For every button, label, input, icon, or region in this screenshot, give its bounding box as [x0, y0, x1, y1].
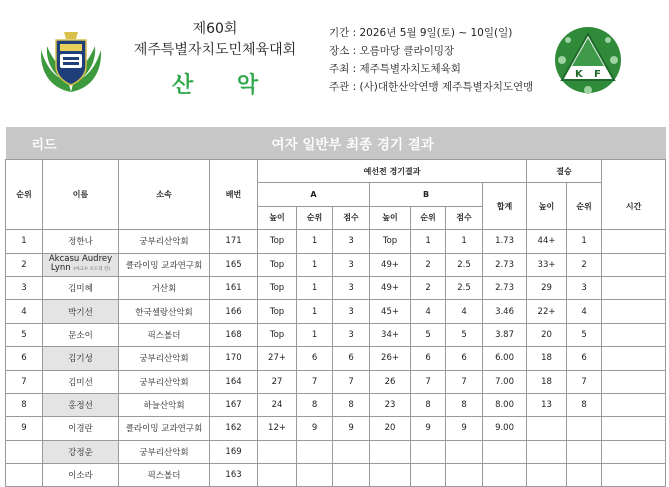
info-period: 기간 : 2026년 5월 9일(토) ~ 10일(일) [329, 27, 513, 39]
final-height-cell: 44+ [527, 230, 567, 253]
rank-cell: 6 [6, 347, 43, 370]
name-cell: 김기성 [43, 347, 119, 370]
name-cell: 이경란 [43, 417, 119, 440]
rank-cell: 4 [6, 300, 43, 323]
b-score-cell: 6 [446, 347, 483, 370]
col-a-score: 점수 [333, 206, 370, 229]
bib-cell: 171 [210, 230, 258, 253]
final-height-cell [527, 440, 567, 463]
a-height-cell: Top [258, 276, 297, 299]
info-organizer: 주관 : (사)대한산악연맹 제주특별자치도연맹 [329, 81, 534, 93]
b-rank-cell: 1 [411, 230, 446, 253]
b-rank-cell: 6 [411, 347, 446, 370]
final-height-cell: 18 [527, 370, 567, 393]
bib-cell: 168 [210, 323, 258, 346]
b-score-cell [446, 464, 483, 487]
name-cell: 문소이 [43, 323, 119, 346]
final-time-cell [602, 276, 666, 299]
final-height-cell [527, 417, 567, 440]
a-height-cell: 27+ [258, 347, 297, 370]
bib-cell: 162 [210, 417, 258, 440]
col-final: 결승 [527, 160, 602, 183]
table-row [6, 300, 666, 323]
col-b-score: 점수 [446, 206, 483, 229]
bib-cell: 167 [210, 393, 258, 416]
a-rank-cell [297, 464, 333, 487]
a-score-cell: 9 [333, 417, 370, 440]
b-height-cell: 26+ [370, 347, 411, 370]
final-height-cell: 18 [527, 347, 567, 370]
club-cell: 궁부리산악회 [119, 347, 210, 370]
name-cell: 박기선 [43, 300, 119, 323]
a-score-cell: 3 [333, 300, 370, 323]
final-time-cell [602, 347, 666, 370]
federation-emblem-icon [552, 24, 624, 96]
a-height-cell: 12+ [258, 417, 297, 440]
rank-cell: 8 [6, 393, 43, 416]
event-sport: 산 악 [171, 73, 277, 98]
name-cell: 김미혜 [43, 276, 119, 299]
event-title-block [115, 20, 315, 99]
b-rank-cell: 2 [411, 253, 446, 276]
b-rank-cell: 7 [411, 370, 446, 393]
a-score-cell: 6 [333, 347, 370, 370]
info-host: 주최 : 제주특별자치도체육회 [329, 63, 461, 75]
total-cell: 9.00 [483, 417, 527, 440]
col-total: 합계 [483, 183, 527, 230]
rank-cell: 9 [6, 417, 43, 440]
event-number: 제60회 [192, 21, 238, 37]
a-score-cell: 3 [333, 276, 370, 299]
a-score-cell [333, 440, 370, 463]
rank-cell: 2 [6, 253, 43, 276]
b-height-cell: 49+ [370, 253, 411, 276]
association-emblem-icon [36, 22, 106, 94]
col-a-rank: 순위 [297, 206, 333, 229]
b-height-cell [370, 464, 411, 487]
rank-cell: 3 [6, 276, 43, 299]
svg-text:F: F [594, 69, 601, 80]
final-rank-cell: 1 [567, 230, 602, 253]
col-b-height: 높이 [370, 206, 411, 229]
final-time-cell [602, 393, 666, 416]
b-rank-cell: 5 [411, 323, 446, 346]
a-rank-cell: 7 [297, 370, 333, 393]
col-final-rank: 순위 [567, 183, 602, 230]
final-rank-cell: 2 [567, 253, 602, 276]
total-cell: 3.46 [483, 300, 527, 323]
col-name: 이름 [43, 160, 119, 230]
b-height-cell: 26 [370, 370, 411, 393]
final-height-cell: 33+ [527, 253, 567, 276]
a-height-cell: 27 [258, 370, 297, 393]
club-cell: 픽스볼더 [119, 464, 210, 487]
results-body [6, 230, 666, 487]
a-score-cell: 3 [333, 230, 370, 253]
rank-cell [6, 440, 43, 463]
event-info [329, 24, 549, 96]
col-final-height: 높이 [527, 183, 567, 230]
a-score-cell [333, 464, 370, 487]
final-rank-cell [567, 417, 602, 440]
club-cell: 클라이밍 교과연구회 [119, 417, 210, 440]
club-cell: 픽스볼더 [119, 323, 210, 346]
b-score-cell [446, 440, 483, 463]
b-score-cell: 9 [446, 417, 483, 440]
a-rank-cell: 6 [297, 347, 333, 370]
total-cell: 2.73 [483, 253, 527, 276]
a-height-cell: Top [258, 253, 297, 276]
final-time-cell [602, 464, 666, 487]
rank-cell [6, 464, 43, 487]
name-cell: 이소라 [43, 464, 119, 487]
bib-cell: 161 [210, 276, 258, 299]
b-height-cell: 49+ [370, 276, 411, 299]
total-cell: 6.00 [483, 347, 527, 370]
col-b-rank: 순위 [411, 206, 446, 229]
b-rank-cell: 4 [411, 300, 446, 323]
b-score-cell: 5 [446, 323, 483, 346]
a-height-cell [258, 440, 297, 463]
bib-cell: 165 [210, 253, 258, 276]
table-row [6, 440, 666, 463]
club-cell: 궁부리산악회 [119, 230, 210, 253]
bib-cell: 170 [210, 347, 258, 370]
b-score-cell: 2.5 [446, 276, 483, 299]
club-cell: 한국셀랑산악회 [119, 300, 210, 323]
a-height-cell: 24 [258, 393, 297, 416]
col-bib: 배번 [210, 160, 258, 230]
b-height-cell: Top [370, 230, 411, 253]
b-height-cell: 23 [370, 393, 411, 416]
final-rank-cell: 6 [567, 347, 602, 370]
name-cell: 홍정선 [43, 393, 119, 416]
b-rank-cell: 8 [411, 393, 446, 416]
final-time-cell [602, 253, 666, 276]
bib-cell: 169 [210, 440, 258, 463]
table-row [6, 323, 666, 346]
a-rank-cell [297, 440, 333, 463]
info-venue: 장소 : 오름마당 클라이밍장 [329, 45, 455, 57]
col-club: 소속 [119, 160, 210, 230]
b-height-cell [370, 440, 411, 463]
b-score-cell: 2.5 [446, 253, 483, 276]
a-rank-cell: 1 [297, 276, 333, 299]
col-qualification: 예선전 경기결과 [258, 160, 527, 183]
results-banner [6, 127, 666, 160]
name-cell: 강정운 [43, 440, 119, 463]
rank-cell: 1 [6, 230, 43, 253]
final-time-cell [602, 230, 666, 253]
bib-cell: 163 [210, 464, 258, 487]
b-rank-cell [411, 440, 446, 463]
final-rank-cell: 4 [567, 300, 602, 323]
a-rank-cell: 1 [297, 253, 333, 276]
final-time-cell [602, 417, 666, 440]
col-final-time: 시간 [602, 183, 666, 230]
a-height-cell: Top [258, 300, 297, 323]
final-height-cell: 20 [527, 323, 567, 346]
table-row [6, 276, 666, 299]
a-rank-cell: 1 [297, 323, 333, 346]
document-header [0, 0, 669, 118]
club-cell: 클라이밍 교과연구회 [119, 253, 210, 276]
name-cell: 정한나 [43, 230, 119, 253]
col-rank: 순위 [6, 160, 43, 230]
b-height-cell: 34+ [370, 323, 411, 346]
b-score-cell: 8 [446, 393, 483, 416]
table-row [6, 417, 666, 440]
final-rank-cell [567, 464, 602, 487]
bib-cell: 166 [210, 300, 258, 323]
final-time-cell [602, 300, 666, 323]
col-a-height: 높이 [258, 206, 297, 229]
total-cell [483, 440, 527, 463]
b-rank-cell: 9 [411, 417, 446, 440]
club-cell: 궁부리산악회 [119, 440, 210, 463]
results-table [5, 127, 666, 487]
final-height-cell: 22+ [527, 300, 567, 323]
table-row [6, 230, 666, 253]
a-score-cell: 7 [333, 370, 370, 393]
final-rank-cell: 7 [567, 370, 602, 393]
b-score-cell: 7 [446, 370, 483, 393]
final-height-cell [527, 464, 567, 487]
b-score-cell: 1 [446, 230, 483, 253]
club-cell: 궁부리산악회 [119, 370, 210, 393]
a-rank-cell: 9 [297, 417, 333, 440]
total-cell [483, 464, 527, 487]
discipline-label: 리드 [6, 127, 210, 160]
final-rank-cell: 3 [567, 276, 602, 299]
final-time-cell [602, 370, 666, 393]
name-cell: 김미선 [43, 370, 119, 393]
club-cell: 하늘산악회 [119, 393, 210, 416]
rank-cell: 7 [6, 370, 43, 393]
a-height-cell: Top [258, 323, 297, 346]
b-rank-cell [411, 464, 446, 487]
final-rank-cell: 5 [567, 323, 602, 346]
event-name: 제주특별자치도민체육대회 [133, 42, 297, 58]
final-height-cell: 13 [527, 393, 567, 416]
table-row [6, 253, 666, 276]
col-route-b: B [370, 183, 483, 206]
total-cell: 1.73 [483, 230, 527, 253]
table-row [6, 393, 666, 416]
a-height-cell [258, 464, 297, 487]
final-rank-cell [567, 440, 602, 463]
table-row [6, 370, 666, 393]
total-cell: 8.00 [483, 393, 527, 416]
total-cell: 2.73 [483, 276, 527, 299]
a-score-cell: 3 [333, 253, 370, 276]
table-row [6, 464, 666, 487]
a-rank-cell: 8 [297, 393, 333, 416]
a-rank-cell: 1 [297, 230, 333, 253]
b-height-cell: 45+ [370, 300, 411, 323]
final-height-cell: 29 [527, 276, 567, 299]
results-title: 여자 일반부 최종 경기 결과 [210, 127, 666, 160]
svg-text:K: K [575, 69, 583, 80]
total-cell: 3.87 [483, 323, 527, 346]
rank-cell: 5 [6, 323, 43, 346]
bib-cell: 164 [210, 370, 258, 393]
b-height-cell: 20 [370, 417, 411, 440]
a-height-cell: Top [258, 230, 297, 253]
final-time-cell [602, 440, 666, 463]
club-cell: 거산회 [119, 276, 210, 299]
b-score-cell: 4 [446, 300, 483, 323]
a-score-cell: 3 [333, 323, 370, 346]
b-rank-cell: 2 [411, 276, 446, 299]
table-row [6, 347, 666, 370]
a-rank-cell: 1 [297, 300, 333, 323]
final-time-cell [602, 323, 666, 346]
total-cell: 7.00 [483, 370, 527, 393]
name-cell: Akcasu Audrey Lynn (아크수 오드리 린) [43, 253, 119, 276]
a-score-cell: 8 [333, 393, 370, 416]
col-route-a: A [258, 183, 370, 206]
final-rank-cell: 8 [567, 393, 602, 416]
